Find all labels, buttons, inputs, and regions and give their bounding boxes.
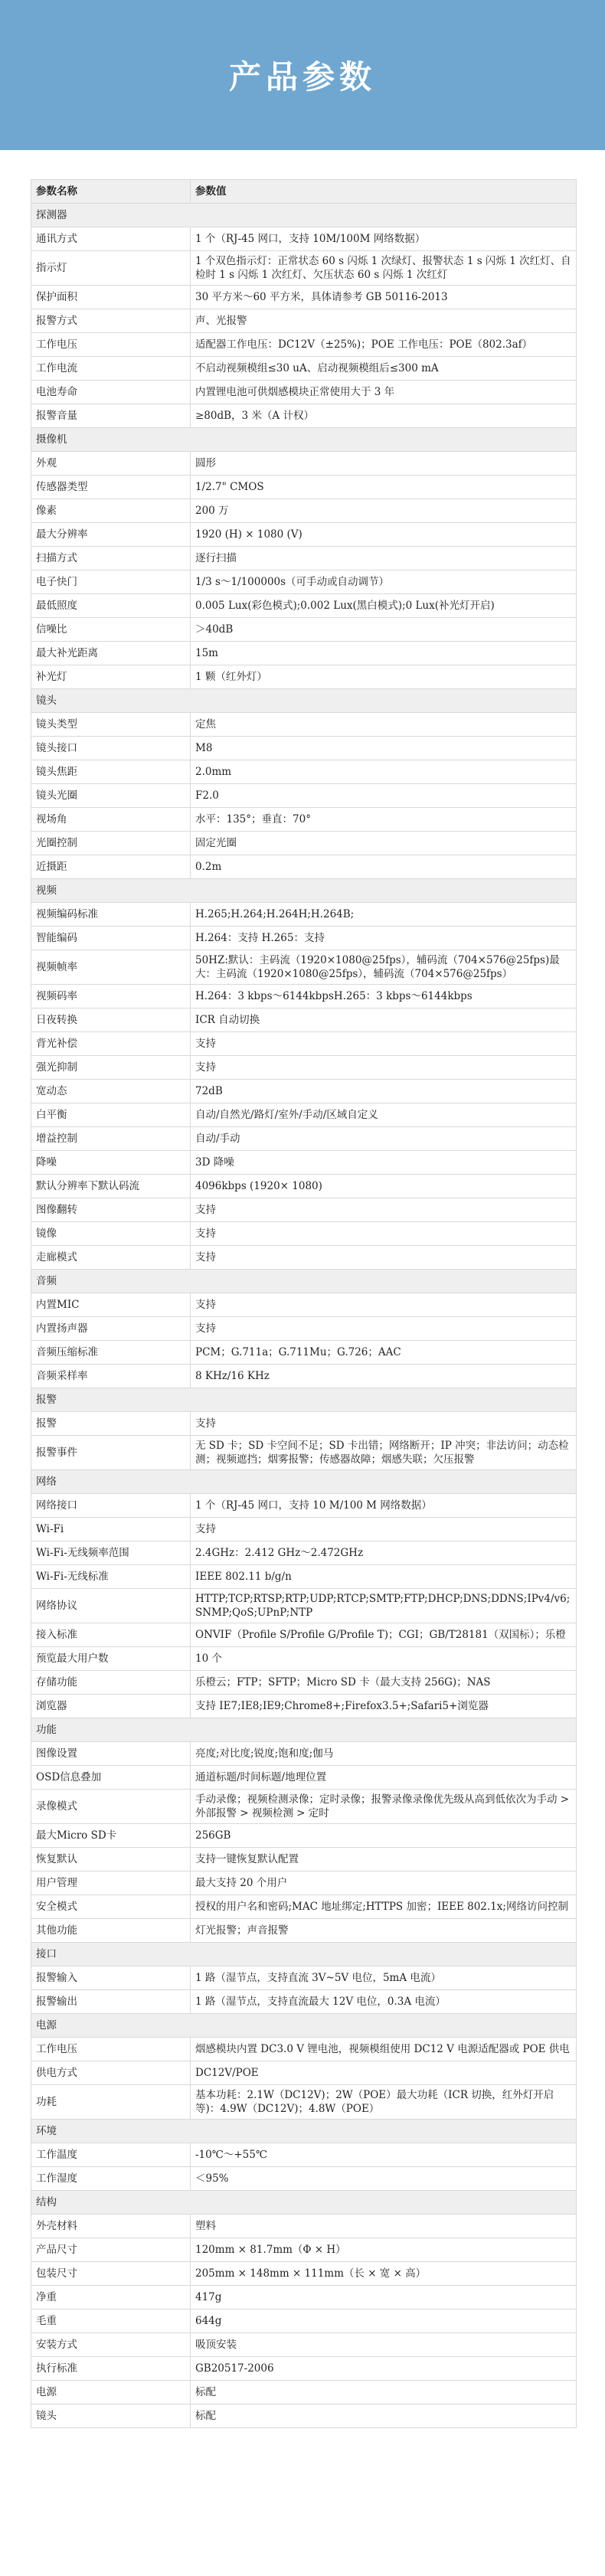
param-name: 走廊模式 [31, 1246, 191, 1270]
param-name: 音频压缩标准 [31, 1341, 191, 1365]
table-row [31, 1494, 577, 1518]
param-name: 工作湿度 [31, 2167, 191, 2191]
param-value: 120mm × 81.7mm（Φ × H） [191, 2238, 577, 2262]
table-row [31, 594, 577, 618]
param-name: 镜像 [31, 1222, 191, 1246]
table-row [31, 618, 577, 642]
param-value: 支持 [191, 1317, 577, 1341]
table-row [31, 570, 577, 594]
section-row [31, 2120, 577, 2143]
table-row [31, 1151, 577, 1175]
table-row [31, 1246, 577, 1270]
param-name: 网络协议 [31, 1589, 191, 1623]
param-value: 支持 [191, 1056, 577, 1080]
section-title: 镜头 [31, 689, 577, 713]
header-param-name: 参数名称 [31, 180, 191, 204]
param-name: 智能编码 [31, 927, 191, 950]
param-name: 最大分辨率 [31, 523, 191, 547]
param-value: 支持 [191, 1032, 577, 1056]
param-value: 30 平方米～60 平方米，具体请参考 GB 50116-2013 [191, 286, 577, 309]
table-row [31, 1872, 577, 1895]
section-title: 结构 [31, 2191, 577, 2215]
header-banner [0, 0, 605, 150]
param-name: 存储功能 [31, 1671, 191, 1695]
table-row [31, 665, 577, 689]
section-row [31, 879, 577, 903]
param-name: 浏览器 [31, 1695, 191, 1718]
param-value: H.265;H.264;H.264H;H.264B; [191, 903, 577, 927]
section-title: 电源 [31, 2014, 577, 2038]
table-row [31, 381, 577, 404]
param-name: 视频帧率 [31, 950, 191, 985]
param-value: PCM；G.711a；G.711Mu；G.726；AAC [191, 1341, 577, 1365]
param-value: 4096kbps (1920× 1080) [191, 1175, 577, 1198]
table-row [31, 1671, 577, 1695]
param-name: 图像设置 [31, 1742, 191, 1766]
param-name: 宽动态 [31, 1080, 191, 1103]
param-value: 烟感模块内置 DC3.0 V 锂电池，视频模组使用 DC12 V 电源适配器或 POE 供电 [191, 2038, 577, 2061]
table-row [31, 333, 577, 357]
table-row [31, 713, 577, 737]
table-row [31, 737, 577, 760]
table-row [31, 1080, 577, 1103]
table-row [31, 547, 577, 570]
param-name: 供电方式 [31, 2061, 191, 2085]
table-row [31, 1647, 577, 1671]
table-row [31, 523, 577, 547]
param-value: 1 个双色指示灯：正常状态 60 s 闪烁 1 次绿灯、报警状态 1 s 闪烁 1 次红灯、自检时 1 s 闪烁 1 次红灯、欠压状态 60 s 闪烁 1 次红灯 [191, 251, 577, 286]
param-name: 接入标准 [31, 1623, 191, 1647]
table-row [31, 2404, 577, 2428]
param-name: 用户管理 [31, 1872, 191, 1895]
param-name: 传感器类型 [31, 476, 191, 499]
param-value: ＜95% [191, 2167, 577, 2191]
param-value: 支持 [191, 1222, 577, 1246]
param-value: 声、光报警 [191, 309, 577, 333]
table-row [31, 1742, 577, 1766]
table-header-row [31, 180, 577, 204]
param-name: 报警方式 [31, 309, 191, 333]
param-name: 日夜转换 [31, 1008, 191, 1032]
table-row [31, 286, 577, 309]
param-value: 支持 [191, 1412, 577, 1436]
table-row [31, 1695, 577, 1718]
table-row [31, 2143, 577, 2167]
param-name: 报警音量 [31, 404, 191, 428]
param-name: 其他功能 [31, 1919, 191, 1943]
table-row [31, 357, 577, 381]
param-value: 1 个（RJ-45 网口，支持 10M/100M 网络数据） [191, 227, 577, 251]
table-row [31, 1222, 577, 1246]
table-row [31, 1103, 577, 1127]
param-name: 毛重 [31, 2310, 191, 2333]
param-name: 白平衡 [31, 1103, 191, 1127]
param-name: 镜头接口 [31, 737, 191, 760]
param-value: F2.0 [191, 784, 577, 808]
table-row [31, 760, 577, 784]
table-row [31, 1412, 577, 1436]
section-title: 探测器 [31, 204, 577, 227]
section-row [31, 2191, 577, 2215]
table-row [31, 2038, 577, 2061]
param-value: 支持 [191, 1246, 577, 1270]
param-value: GB20517-2006 [191, 2357, 577, 2381]
table-row [31, 1436, 577, 1470]
section-row [31, 1270, 577, 1293]
param-value: 8 KHz/16 KHz [191, 1365, 577, 1388]
param-name: 补光灯 [31, 665, 191, 689]
param-name: 工作电压 [31, 2038, 191, 2061]
table-row [31, 2061, 577, 2085]
section-row [31, 1470, 577, 1494]
table-row [31, 1293, 577, 1317]
param-value: 支持 [191, 1518, 577, 1541]
table-row [31, 1919, 577, 1943]
section-title: 摄像机 [31, 428, 577, 452]
param-value: 自动/自然光/路灯/室外/手动/区域自定义 [191, 1103, 577, 1127]
param-name: 报警 [31, 1412, 191, 1436]
table-row [31, 1623, 577, 1647]
param-name: 恢复默认 [31, 1848, 191, 1872]
table-row [31, 1895, 577, 1919]
param-name: 报警输出 [31, 1990, 191, 2014]
param-value: 自动/手动 [191, 1127, 577, 1151]
param-name: 增益控制 [31, 1127, 191, 1151]
param-value: 通道标题/时间标题/地理位置 [191, 1766, 577, 1790]
param-value: 无 SD 卡；SD 卡空间不足；SD 卡出错；网络断开；IP 冲突；非法访问；动态检测；视频遮挡；烟雾报警；传感器故障；烟感失联；欠压报警 [191, 1436, 577, 1470]
param-value: 1 路（湿节点，支持直流 3V~5V 电位，5mA 电流） [191, 1966, 577, 1990]
table-row [31, 452, 577, 476]
param-name: 内置MIC [31, 1293, 191, 1317]
param-value: 授权的用户名和密码;MAC 地址绑定;HTTPS 加密；IEEE 802.1x;网络访问控制 [191, 1895, 577, 1919]
param-name: 工作电流 [31, 357, 191, 381]
table-row [31, 2286, 577, 2310]
section-title: 音频 [31, 1270, 577, 1293]
param-value: 支持一键恢复默认配置 [191, 1848, 577, 1872]
section-row [31, 204, 577, 227]
param-name: 工作温度 [31, 2143, 191, 2167]
param-value: 内置锂电池可供烟感模块正常使用大于 3 年 [191, 381, 577, 404]
param-name: 最大Micro SD卡 [31, 1824, 191, 1848]
table-row [31, 1317, 577, 1341]
param-value: 1920 (H) × 1080 (V) [191, 523, 577, 547]
param-name: 包装尺寸 [31, 2262, 191, 2286]
param-name: 近摄距 [31, 855, 191, 879]
param-value: 1/2.7" CMOS [191, 476, 577, 499]
param-name: 电源 [31, 2381, 191, 2404]
param-name: 镜头焦距 [31, 760, 191, 784]
table-row [31, 2215, 577, 2238]
param-value: 最大支持 20 个用户 [191, 1872, 577, 1895]
section-row [31, 2014, 577, 2038]
param-value: 手动录像；视频检测录像；定时录像；报警录像录像优先级从高到低依次为手动 > 外部报警 > 视频检测 > 定时 [191, 1790, 577, 1824]
section-row [31, 1718, 577, 1742]
param-name: 保护面积 [31, 286, 191, 309]
param-name: 预览最大用户数 [31, 1647, 191, 1671]
section-title: 报警 [31, 1388, 577, 1412]
table-row [31, 1990, 577, 2014]
table-row [31, 1056, 577, 1080]
param-name: 背光补偿 [31, 1032, 191, 1056]
param-value: 1 颗（红外灯） [191, 665, 577, 689]
param-name: 扫描方式 [31, 547, 191, 570]
param-value: 15m [191, 642, 577, 665]
param-value: 0.005 Lux(彩色模式);0.002 Lux(黑白模式);0 Lux(补光灯开启) [191, 594, 577, 618]
table-row [31, 1198, 577, 1222]
table-row [31, 2357, 577, 2381]
param-value: 3D 降噪 [191, 1151, 577, 1175]
param-name: 像素 [31, 499, 191, 523]
table-row [31, 2310, 577, 2333]
table-row [31, 985, 577, 1008]
table-row [31, 1824, 577, 1848]
param-name: 执行标准 [31, 2357, 191, 2381]
param-name: 最大补光距离 [31, 642, 191, 665]
param-value: 圆形 [191, 452, 577, 476]
table-row [31, 476, 577, 499]
param-value: ≥80dB，3 米（A 计权） [191, 404, 577, 428]
param-value: DC12V/POE [191, 2061, 577, 2085]
param-value: 适配器工作电压：DC12V（±25%)；POE 工作电压：POE（802.3af） [191, 333, 577, 357]
spec-table-container [31, 179, 576, 2428]
param-value: 2.4GHz：2.412 GHz～2.472GHz [191, 1541, 577, 1565]
param-name: 图像翻转 [31, 1198, 191, 1222]
param-value: 1 路（湿节点，支持直流最大 12V 电位，0.3A 电流） [191, 1990, 577, 2014]
param-name: 最低照度 [31, 594, 191, 618]
section-title: 功能 [31, 1718, 577, 1742]
param-name: 安装方式 [31, 2333, 191, 2357]
header-param-value: 参数值 [191, 180, 577, 204]
param-value: 72dB [191, 1080, 577, 1103]
param-name: 光圈控制 [31, 832, 191, 855]
param-name: Wi-Fi [31, 1518, 191, 1541]
spec-table [31, 179, 577, 2428]
table-row [31, 1341, 577, 1365]
table-row [31, 499, 577, 523]
param-name: Wi-Fi-无线频率范围 [31, 1541, 191, 1565]
table-row [31, 1175, 577, 1198]
param-value: H.264：3 kbps～6144kbpsH.265：3 kbps～6144kbps [191, 985, 577, 1008]
section-title: 网络 [31, 1470, 577, 1494]
param-value: 固定光圈 [191, 832, 577, 855]
param-name: 工作电压 [31, 333, 191, 357]
param-value: 2.0mm [191, 760, 577, 784]
param-value: 417g [191, 2286, 577, 2310]
param-value: 基本功耗：2.1W（DC12V)；2W（POE）最大功耗（ICR 切换，红外灯开启等)：4.9W（DC12V)；4.8W（POE） [191, 2085, 577, 2120]
table-row [31, 808, 577, 832]
page-title: 产品参数 [228, 58, 376, 96]
table-row [31, 2238, 577, 2262]
param-name: 镜头光圈 [31, 784, 191, 808]
param-name: 通讯方式 [31, 227, 191, 251]
param-value: 1 个（RJ-45 网口，支持 10 M/100 M 网络数据） [191, 1494, 577, 1518]
table-row [31, 1565, 577, 1589]
table-row [31, 404, 577, 428]
param-name: 信噪比 [31, 618, 191, 642]
param-value: 水平：135°；垂直：70° [191, 808, 577, 832]
param-value: 0.2m [191, 855, 577, 879]
table-row [31, 1766, 577, 1790]
param-value: H.264：支持 H.265：支持 [191, 927, 577, 950]
param-name: 净重 [31, 2286, 191, 2310]
param-value: 10 个 [191, 1647, 577, 1671]
param-value: 200 万 [191, 499, 577, 523]
table-row [31, 1518, 577, 1541]
table-row [31, 1008, 577, 1032]
table-row [31, 784, 577, 808]
param-name: OSD信息叠加 [31, 1766, 191, 1790]
param-value: 支持 IE7;IE8;IE9;Chrome8+;Firefox3.5+;Safari5+浏览器 [191, 1695, 577, 1718]
param-name: 报警输入 [31, 1966, 191, 1990]
param-name: 外壳材料 [31, 2215, 191, 2238]
param-name: 视频码率 [31, 985, 191, 1008]
param-name: 内置扬声器 [31, 1317, 191, 1341]
section-title: 环境 [31, 2120, 577, 2143]
param-name: 功耗 [31, 2085, 191, 2120]
param-value: 灯光报警；声音报警 [191, 1919, 577, 1943]
param-value: ICR 自动切换 [191, 1008, 577, 1032]
param-value: 不启动视频模组≤30 uA、启动视频模组后≤300 mA [191, 357, 577, 381]
param-value: 逐行扫描 [191, 547, 577, 570]
table-row [31, 1127, 577, 1151]
table-row [31, 1848, 577, 1872]
param-value: HTTP;TCP;RTSP;RTP;UDP;RTCP;SMTP;FTP;DHCP;DNS;DDNS;IPv4/v6;SNMP;QoS;UPnP;NTP [191, 1589, 577, 1623]
param-name: 默认分辨率下默认码流 [31, 1175, 191, 1198]
param-name: 视频编码标准 [31, 903, 191, 927]
param-value: ONVIF（Profile S/Profile G/Profile T)；CGI；GB/T28181（双国标）；乐橙 [191, 1623, 577, 1647]
param-name: 外观 [31, 452, 191, 476]
param-value: 支持 [191, 1198, 577, 1222]
param-name: 镜头类型 [31, 713, 191, 737]
param-value: 256GB [191, 1824, 577, 1848]
table-row [31, 2381, 577, 2404]
section-row [31, 689, 577, 713]
param-name: 电子快门 [31, 570, 191, 594]
table-row [31, 1589, 577, 1623]
table-row [31, 2262, 577, 2286]
param-name: 报警事件 [31, 1436, 191, 1470]
param-name: 指示灯 [31, 251, 191, 286]
param-value: 1/3 s～1/100000s（可手动或自动调节） [191, 570, 577, 594]
param-value: 标配 [191, 2404, 577, 2428]
table-row [31, 832, 577, 855]
param-value: 塑料 [191, 2215, 577, 2238]
table-row [31, 2167, 577, 2191]
param-name: 视场角 [31, 808, 191, 832]
section-row [31, 428, 577, 452]
param-name: 强光抑制 [31, 1056, 191, 1080]
param-name: Wi-Fi-无线标准 [31, 1565, 191, 1589]
section-row [31, 1388, 577, 1412]
table-row [31, 642, 577, 665]
table-row [31, 2333, 577, 2357]
table-row [31, 2085, 577, 2120]
param-name: 降噪 [31, 1151, 191, 1175]
param-value: 亮度;对比度;锐度;饱和度;伽马 [191, 1742, 577, 1766]
section-title: 视频 [31, 879, 577, 903]
section-row [31, 1943, 577, 1966]
table-row [31, 1032, 577, 1056]
table-row [31, 251, 577, 286]
param-name: 产品尺寸 [31, 2238, 191, 2262]
table-row [31, 1966, 577, 1990]
param-name: 音频采样率 [31, 1365, 191, 1388]
table-row [31, 950, 577, 985]
param-name: 网络接口 [31, 1494, 191, 1518]
table-row [31, 1790, 577, 1824]
param-name: 电池寿命 [31, 381, 191, 404]
table-row [31, 1365, 577, 1388]
param-name: 安全模式 [31, 1895, 191, 1919]
table-row [31, 903, 577, 927]
param-value: M8 [191, 737, 577, 760]
param-value: ＞40dB [191, 618, 577, 642]
param-value: 乐橙云；FTP；SFTP；Micro SD 卡（最大支持 256G)；NAS [191, 1671, 577, 1695]
section-title: 接口 [31, 1943, 577, 1966]
table-row [31, 309, 577, 333]
param-value: IEEE 802.11 b/g/n [191, 1565, 577, 1589]
param-name: 镜头 [31, 2404, 191, 2428]
param-value: -10℃～+55℃ [191, 2143, 577, 2167]
param-value: 支持 [191, 1293, 577, 1317]
table-row [31, 855, 577, 879]
param-value: 644g [191, 2310, 577, 2333]
table-row [31, 1541, 577, 1565]
param-value: 50HZ:默认：主码流（1920×1080@25fps），辅码流（704×576@25fps)最大：主码流（1920×1080@25fps），辅码流（704×576@25fps） [191, 950, 577, 985]
table-row [31, 227, 577, 251]
table-row [31, 927, 577, 950]
param-value: 定焦 [191, 713, 577, 737]
param-value: 205mm × 148mm × 111mm（长 × 宽 × 高） [191, 2262, 577, 2286]
param-value: 标配 [191, 2381, 577, 2404]
param-name: 录像模式 [31, 1790, 191, 1824]
param-value: 吸顶安装 [191, 2333, 577, 2357]
